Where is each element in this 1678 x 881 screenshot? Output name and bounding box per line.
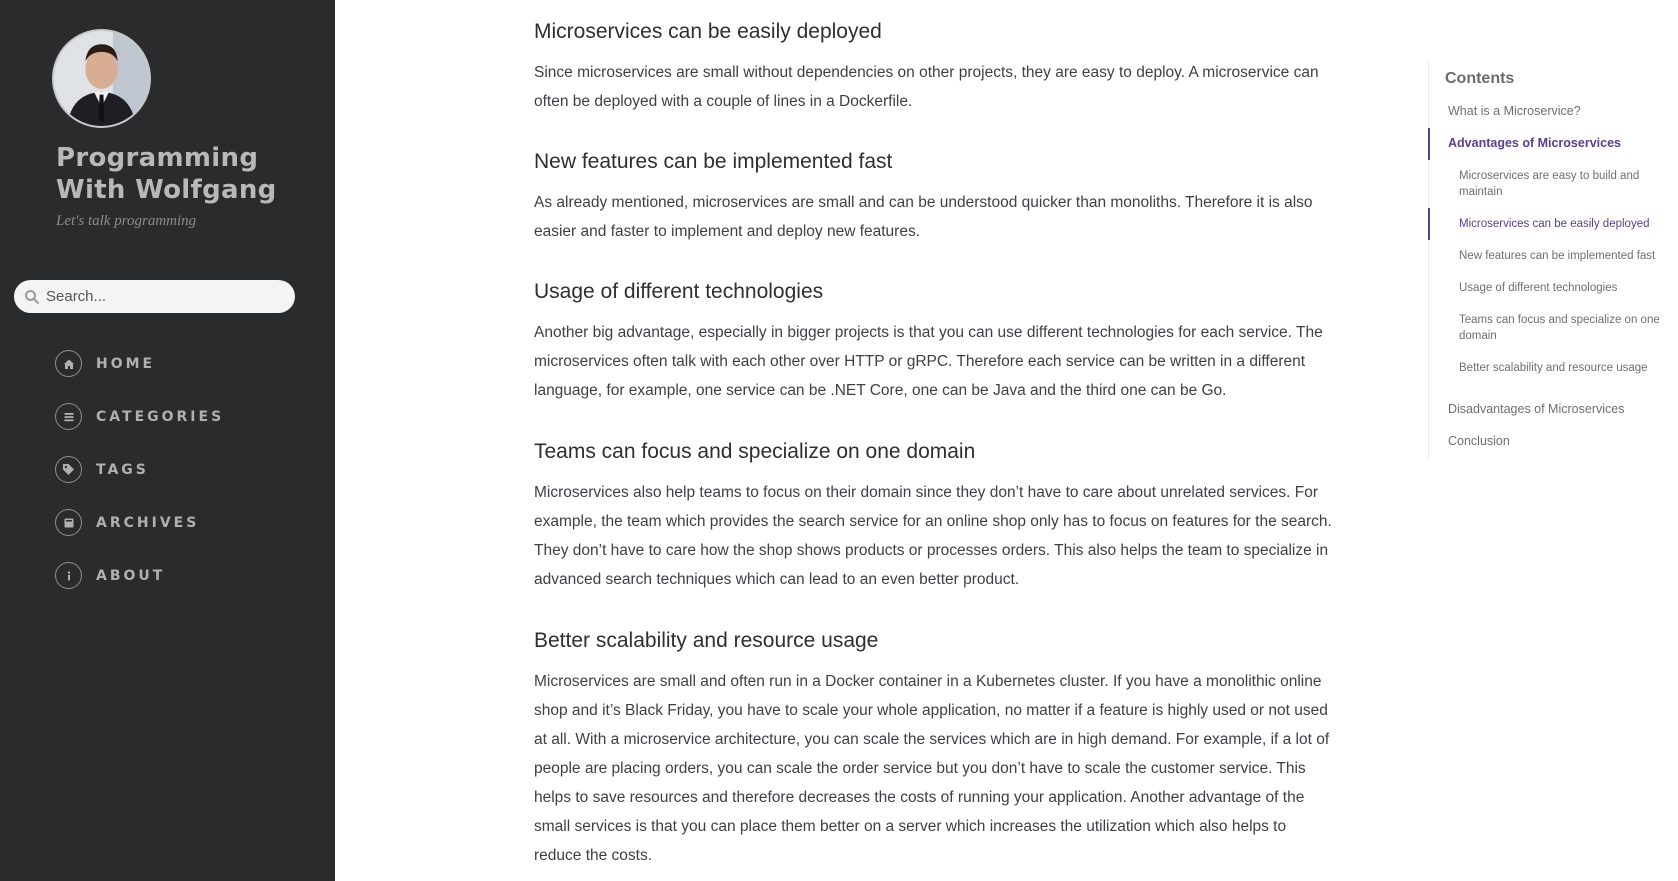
nav-label: TAGS — [96, 461, 149, 478]
nav-label: ARCHIVES — [96, 514, 200, 531]
section-paragraph: As already mentioned, microservices are small and can be understood quicker than monoliths. Therefore it is also easier and faster to implement and deploy new features. — [534, 194, 1313, 240]
section-heading: Microservices can be easily deployed — [534, 20, 882, 43]
nav-item-archives[interactable] — [55, 496, 224, 549]
search-input[interactable] — [46, 288, 286, 305]
section-paragraph: Microservices also help teams to focus on their domain since they don’t have to care about unrelated services. For example, the team which provides the search service for an online shop only has to focus on features for the search. They don’t have to care how the shop shows products or processes orders. This also helps the team to specialize in advanced search techniques which can lead to an even better product. — [534, 484, 1332, 588]
toc-item[interactable]: Microservices can be easily deployed — [1459, 218, 1650, 230]
list-icon — [55, 403, 82, 430]
toc-title: Contents — [1445, 70, 1515, 87]
section-paragraph: Microservices are small and often run in a Docker container in a Kubernetes cluster. If you have a monolithic online shop and it’s Black Friday, you have to scale your whole application, no matter if a feature is highly used or not used at all. With a microservice architecture, you can scale the services which are in high demand. For example, if a lot of people are placing orders, you can scale the order service but you don’t have to scale the customer service. This helps to save resources and therefore decreases the costs of running your application. Another advantage of the small services is that you can place them better on a server which increases the utilization which also helps to reduce the costs. — [534, 673, 1330, 864]
article-section — [534, 150, 1334, 246]
article-section — [534, 20, 1334, 116]
section-paragraph: Another big advantage, especially in bigger projects is that you can use different technologies for each service. The microservices often talk with each other over HTTP or gRPC. Therefore each service can be written in a different language, for example, one service can be .NET Core, one can be Java and the third one can be Go. — [534, 324, 1323, 399]
sidebar — [0, 0, 335, 881]
toc-item[interactable]: Better scalability and resource usage — [1459, 362, 1648, 374]
toc-active-indicator — [1428, 208, 1430, 240]
toc-item[interactable]: New features can be implemented fast — [1459, 250, 1656, 262]
toc-item[interactable]: Conclusion — [1448, 434, 1510, 448]
nav-label: CATEGORIES — [96, 408, 225, 425]
avatar-photo — [54, 31, 149, 126]
nav-item-tags[interactable] — [55, 443, 224, 496]
section-heading: Teams can focus and specialize on one domain — [534, 440, 976, 463]
article-section — [534, 629, 1334, 870]
info-icon — [55, 562, 82, 589]
toc-item[interactable]: What is a Microservice? — [1448, 104, 1581, 118]
search-box[interactable] — [14, 280, 295, 313]
article-section — [534, 440, 1334, 594]
nav-item-home[interactable] — [55, 337, 224, 390]
section-heading: New features can be implemented fast — [534, 150, 893, 173]
nav-item-categories[interactable] — [55, 390, 224, 443]
section-heading: Usage of different technologies — [534, 280, 824, 303]
tag-icon — [55, 456, 82, 483]
site-subtitle: Let's talk programming — [56, 213, 197, 229]
home-icon — [55, 350, 82, 377]
archive-icon — [55, 509, 82, 536]
section-heading: Better scalability and resource usage — [534, 629, 879, 652]
toc-active-indicator — [1428, 128, 1430, 160]
search-icon — [24, 289, 40, 305]
toc-item[interactable]: Advantages of Microservices — [1448, 136, 1621, 150]
article-section — [534, 280, 1334, 405]
toc-item[interactable]: Usage of different technologies — [1459, 282, 1618, 294]
main-nav — [55, 337, 224, 602]
site-title[interactable]: Programming With Wolfgang — [56, 143, 277, 205]
avatar[interactable] — [52, 29, 151, 128]
nav-label: ABOUT — [96, 567, 166, 584]
toc-item[interactable]: Teams can focus and specialize on one domain — [1459, 314, 1660, 342]
section-paragraph: Since microservices are small without dependencies on other projects, they are easy to deploy. A microservice can often be deployed with a couple of lines in a Dockerfile. — [534, 64, 1319, 110]
table-of-contents — [1428, 62, 1678, 460]
toc-item[interactable]: Microservices are easy to build and maintain — [1459, 170, 1640, 198]
nav-item-about[interactable] — [55, 549, 224, 602]
nav-label: HOME — [96, 355, 156, 372]
toc-item[interactable]: Disadvantages of Microservices — [1448, 402, 1625, 416]
